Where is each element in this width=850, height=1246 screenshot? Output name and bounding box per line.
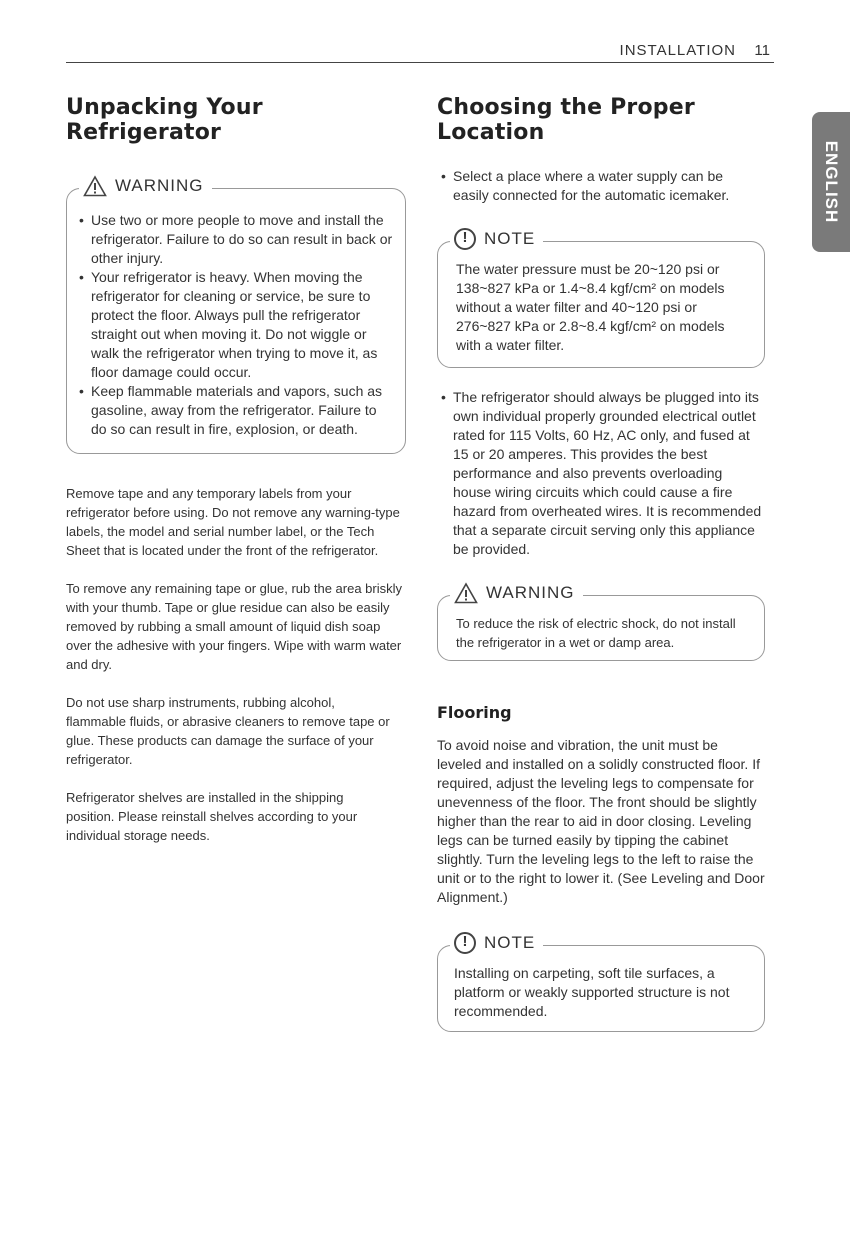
note-text: Installing on carpeting, soft tile surfaces, a platform or weakly supported structure is not recommended. <box>454 965 730 1019</box>
location-bullet-list <box>437 167 765 205</box>
paragraph-no-sharp: Do not use sharp instruments, rubbing alcohol, flammable fluids, or abrasive cleaners to remove tape or glue. These products can damage the surface of your refrigerator. <box>66 695 390 767</box>
note-icon <box>454 932 476 954</box>
paragraph-remove-glue: To remove any remaining tape or glue, rub the area briskly with your thumb. Tape or glue residue can also be easily removed by rubbing a small amount of liquid dish soap over the adhesive with your fingers. Wipe with warm water and dry. <box>66 581 403 672</box>
page-number: 11 <box>754 42 770 59</box>
section-title: INSTALLATION <box>619 42 736 59</box>
warning-item: • Use two or more people to move and install the refrigerator. Failure to do so can result in back or other injury. <box>77 211 393 268</box>
unpacking-heading: Unpacking Your Refrigerator <box>66 95 263 145</box>
warning-triangle-icon <box>83 175 107 197</box>
note-label: NOTE <box>484 229 536 248</box>
warning-list <box>77 211 393 439</box>
note-text: The water pressure must be 20~120 psi or 138~827 kPa or 1.4~8.4 kgf/cm² on models without a water filter and 40~120 psi or 276~827 kPa or 2.8~8.4 kgf/cm² on models with a water filter. <box>456 261 725 353</box>
flooring-text: To avoid noise and vibration, the unit must be leveled and installed on a solidly constructed floor. If required, adjust the leveling legs to compensate for unevenness of the floor. The front should be slightly higher than the rear to aid in door closing. Leveling legs can be turned easily by tipping the cabinet slightly. Turn the leveling legs to the left to raise the unit or to the right to lower it. (See Leveling and Door Alignment.) <box>437 737 765 905</box>
warning-triangle-icon <box>454 582 478 604</box>
warning-item: • Keep flammable materials and vapors, such as gasoline, away from the refrigerator. Failure to do so can result in fire, explosion, or death. <box>77 382 393 439</box>
language-label: ENGLISH <box>822 140 841 224</box>
warning-label: WARNING <box>115 176 204 195</box>
note-box-flooring <box>437 933 765 1032</box>
left-column <box>66 95 406 845</box>
paragraph-remove-tape: Remove tape and any temporary labels from your refrigerator before using. Do not remove any warning-type labels, the model and serial number label, or the Tech Sheet that is located under the front of the refrigerator. <box>66 486 400 558</box>
note-label: NOTE <box>484 933 536 952</box>
language-tab <box>812 112 850 252</box>
warning-text: To reduce the risk of electric shock, do not install the refrigerator in a wet or damp area. <box>456 616 736 650</box>
warning-title <box>79 175 212 197</box>
bullet-water-supply: • Select a place where a water supply can be easily connected for the automatic icemaker. <box>437 167 753 205</box>
location-bullet-list-2 <box>437 388 765 559</box>
right-column <box>437 95 765 1032</box>
warning-box <box>66 176 406 454</box>
warning-item: • Your refrigerator is heavy. When moving the refrigerator for cleaning or service, be sure to protect the floor. Always pull the refrigerator straight out when moving it. Do not wiggle or walk the refrigerator when trying to move it, as floor damage could occur. <box>77 268 393 382</box>
warning-label: WARNING <box>486 583 575 602</box>
flooring-heading: Flooring <box>437 703 512 722</box>
note-box-pressure <box>437 229 765 368</box>
warning-title <box>450 582 583 604</box>
warning-box-electric <box>437 583 765 661</box>
location-heading: Choosing the Proper Location <box>437 95 695 145</box>
paragraph-shelves: Refrigerator shelves are installed in the shipping position. Please reinstall shelves according to your individual storage needs. <box>66 790 358 843</box>
note-title <box>450 228 543 250</box>
page-header <box>66 42 774 63</box>
note-title <box>450 932 543 954</box>
note-icon <box>454 228 476 250</box>
bullet-electrical: • The refrigerator should always be plugged into its own individual properly grounded electrical outlet rated for 115 Volts, 60 Hz, AC only, and fused at 15 or 20 amperes. This provides the best performance and also prevents overloading house wiring circuits which could cause a fire hazard from overheated wires. It is recommended that a separate circuit serving only this appliance be provided. <box>437 388 763 559</box>
